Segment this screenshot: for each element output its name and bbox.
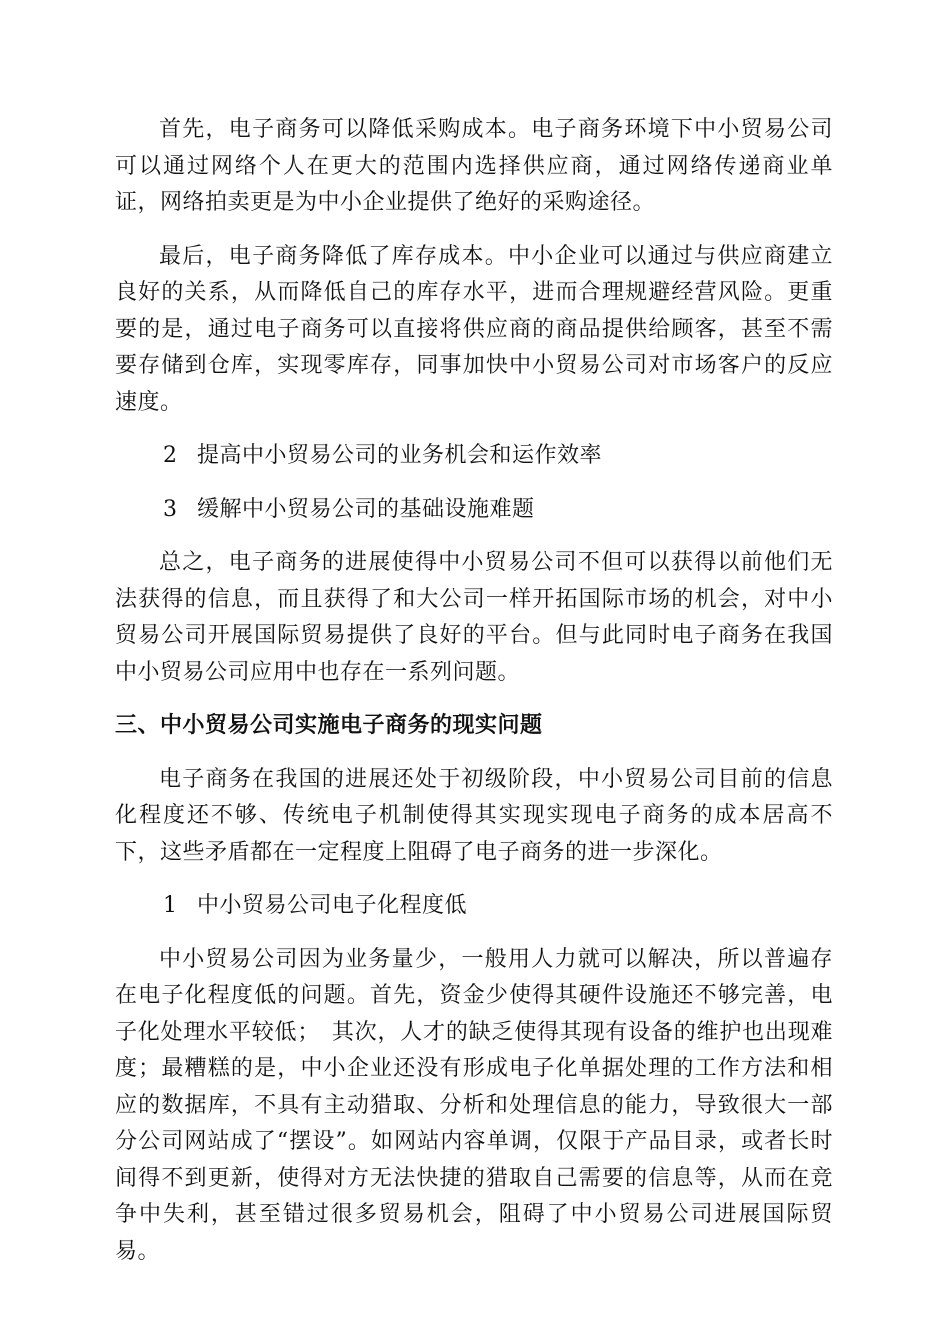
list-item-text: 中小贸易公司电子化程度低 [197,893,468,918]
list-item-business-opportunity [115,438,833,475]
list-item-text: 提高中小贸易公司的业务机会和运作效率 [197,443,603,468]
list-item-number: 3 [163,496,178,522]
paragraph-current-stage: 电子商务在我国的进展还处于初级阶段，中小贸易公司目前的信息化程度还不够、传统电子机制使得其实现实现电子商务的成本居高不下，这些矛盾都在一定程度上阻碍了电子商务的进一步深化。 [115,766,833,865]
document-body [115,112,833,1270]
paragraph-summary: 总之，电子商务的进展使得中小贸易公司不但可以获得以前他们无法获得的信息，而且获得了和大公司一样开拓国际市场的机会，对中小贸易公司开展国际贸易提供了良好的平台。但与此同时电子商务在我国中小贸易公司应用中也存在一系列问题。 [115,550,833,685]
section-heading: 三、中小贸易公司实施电子商务的现实问题 [115,713,543,738]
paragraph-purchase-cost: 首先，电子商务可以降低采购成本。电子商务环境下中小贸易公司可以通过网络个人在更大的范围内选择供应商，通过网络传递商业单证，网络拍卖更是为中小企业提供了绝好的采购途径。 [115,117,833,215]
list-item-number: 2 [163,443,178,468]
list-item-text: 缓解中小贸易公司的基础设施难题 [197,496,535,522]
list-item-low-digitization [115,888,833,925]
paragraph-digitization-detail: 中小贸易公司因为业务量少，一般用人力就可以解决，所以普遍存在电子化程度低的问题。首先，资金少使得其硬件设施还不够完善，电子化处理水平较低； 其次，人才的缺乏使得其现有设备的维护也出现难度；最糟糕的是，中小企业还没有形成电子化单据处理的工作方法和相应的数据库，不具有主动猎取、分析和处理信息的能力，导致很大一部分公司网站成了“摆设”。如网站内容单调，仅限于产品目录，或者长时间得不到更新，使得对方无法快捷的猎取自己需要的信息等，从而在竞争中失利，甚至错过很多贸易机会，阻碍了中小贸易公司进展国际贸易。 [115,946,833,1264]
list-item-infrastructure [115,492,833,529]
paragraph-inventory-cost: 最后，电子商务降低了库存成本。中小企业可以通过与供应商建立良好的关系，从而降低自己的库存水平，进而合理规避经营风险。更重要的是，通过电子商务可以直接将供应商的商品提供给顾客，甚至不需要存储到仓库，实现零库存，同事加快中小贸易公司对市场客户的反应速度。 [115,243,833,415]
list-item-number: 1 [163,893,178,918]
